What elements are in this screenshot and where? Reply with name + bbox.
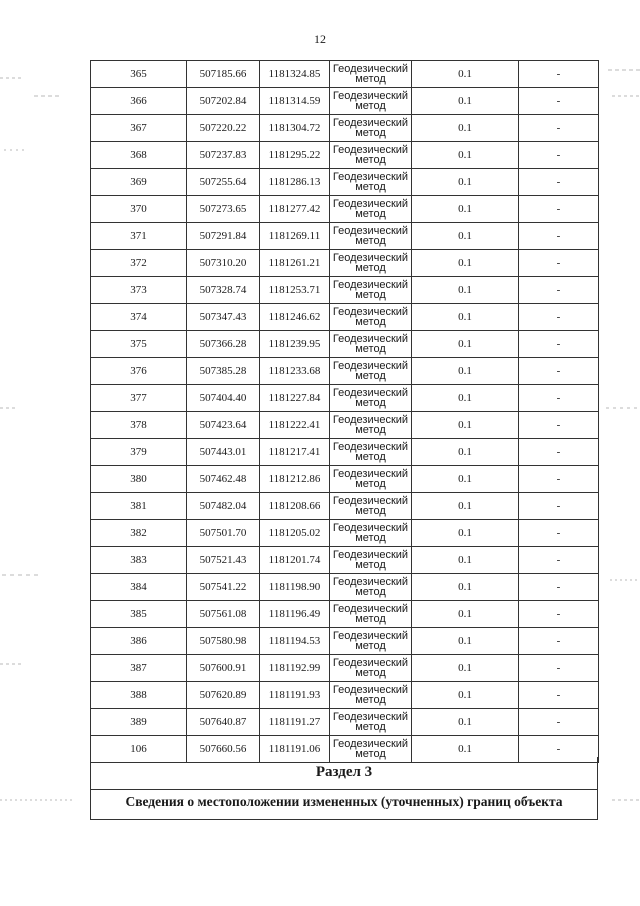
point-number-cell: 367	[91, 115, 187, 142]
y-coordinate-cell: 1181277.42	[260, 196, 330, 223]
method-line-2: метод	[355, 451, 386, 463]
point-number-cell: 380	[91, 466, 187, 493]
x-coordinate-cell: 507521.43	[187, 547, 260, 574]
method-line-2: метод	[355, 505, 386, 517]
table-row	[91, 439, 599, 466]
accuracy-cell: 0.1	[412, 61, 519, 88]
method-line-1: Геодезический	[332, 630, 409, 642]
method-cell	[330, 250, 412, 277]
note-cell: -	[519, 169, 599, 196]
point-number-cell: 369	[91, 169, 187, 196]
table-row	[91, 709, 599, 736]
method-line-1: Геодезический	[332, 549, 409, 561]
method-line-1: Геодезический	[332, 225, 409, 237]
table-row	[91, 277, 599, 304]
table-row	[91, 88, 599, 115]
accuracy-cell: 0.1	[412, 709, 519, 736]
note-cell: -	[519, 682, 599, 709]
table-row	[91, 196, 599, 223]
method-cell	[330, 412, 412, 439]
table-row	[91, 574, 599, 601]
method-line-2: метод	[355, 613, 386, 625]
accuracy-cell: 0.1	[412, 223, 519, 250]
y-coordinate-cell: 1181314.59	[260, 88, 330, 115]
method-line-2: метод	[355, 181, 386, 193]
note-cell: -	[519, 412, 599, 439]
method-line-1: Геодезический	[332, 117, 409, 129]
y-coordinate-cell: 1181205.02	[260, 520, 330, 547]
note-cell: -	[519, 493, 599, 520]
point-number-cell: 366	[91, 88, 187, 115]
y-coordinate-cell: 1181191.27	[260, 709, 330, 736]
table-row	[91, 547, 599, 574]
x-coordinate-cell: 507620.89	[187, 682, 260, 709]
method-line-1: Геодезический	[332, 90, 409, 102]
y-coordinate-cell: 1181246.62	[260, 304, 330, 331]
note-cell: -	[519, 331, 599, 358]
method-cell	[330, 628, 412, 655]
table-row	[91, 412, 599, 439]
table-row	[91, 466, 599, 493]
y-coordinate-cell: 1181239.95	[260, 331, 330, 358]
section-title: Раздел 3	[315, 764, 373, 780]
y-coordinate-cell: 1181286.13	[260, 169, 330, 196]
method-line-1: Геодезический	[332, 495, 409, 507]
x-coordinate-cell: 507600.91	[187, 655, 260, 682]
x-coordinate-cell: 507185.66	[187, 61, 260, 88]
note-cell: -	[519, 385, 599, 412]
point-number-cell: 371	[91, 223, 187, 250]
y-coordinate-cell: 1181295.22	[260, 142, 330, 169]
note-cell: -	[519, 304, 599, 331]
method-line-2: метод	[355, 316, 386, 328]
method-line-1: Геодезический	[332, 306, 409, 318]
y-coordinate-cell: 1181227.84	[260, 385, 330, 412]
method-cell	[330, 61, 412, 88]
accuracy-cell: 0.1	[412, 385, 519, 412]
method-cell	[330, 277, 412, 304]
point-number-cell: 388	[91, 682, 187, 709]
accuracy-cell: 0.1	[412, 736, 519, 763]
method-cell	[330, 304, 412, 331]
method-cell	[330, 655, 412, 682]
method-line-1: Геодезический	[332, 144, 409, 156]
method-cell	[330, 331, 412, 358]
point-number-cell: 376	[91, 358, 187, 385]
method-cell	[330, 493, 412, 520]
method-line-1: Геодезический	[332, 576, 409, 588]
accuracy-cell: 0.1	[412, 574, 519, 601]
note-cell: -	[519, 115, 599, 142]
method-line-2: метод	[355, 262, 386, 274]
note-cell: -	[519, 223, 599, 250]
point-number-cell: 373	[91, 277, 187, 304]
coordinates-table	[90, 60, 599, 763]
x-coordinate-cell: 507385.28	[187, 358, 260, 385]
note-cell: -	[519, 655, 599, 682]
note-cell: -	[519, 628, 599, 655]
x-coordinate-cell: 507443.01	[187, 439, 260, 466]
accuracy-cell: 0.1	[412, 466, 519, 493]
method-line-1: Геодезический	[332, 279, 409, 291]
accuracy-cell: 0.1	[412, 493, 519, 520]
method-cell	[330, 466, 412, 493]
point-number-cell: 379	[91, 439, 187, 466]
method-line-1: Геодезический	[332, 171, 409, 183]
accuracy-cell: 0.1	[412, 628, 519, 655]
method-line-1: Геодезический	[332, 522, 409, 534]
accuracy-cell: 0.1	[412, 358, 519, 385]
method-cell	[330, 88, 412, 115]
method-line-2: метод	[355, 532, 386, 544]
table-row	[91, 520, 599, 547]
x-coordinate-cell: 507220.22	[187, 115, 260, 142]
table-row	[91, 493, 599, 520]
note-cell: -	[519, 709, 599, 736]
method-line-2: метод	[355, 397, 386, 409]
table-row	[91, 250, 599, 277]
method-line-2: метод	[355, 235, 386, 247]
table-row	[91, 358, 599, 385]
method-cell	[330, 574, 412, 601]
method-line-2: метод	[355, 586, 386, 598]
method-line-1: Геодезический	[332, 333, 409, 345]
y-coordinate-cell: 1181191.93	[260, 682, 330, 709]
point-number-cell: 381	[91, 493, 187, 520]
x-coordinate-cell: 507328.74	[187, 277, 260, 304]
x-coordinate-cell: 507255.64	[187, 169, 260, 196]
method-cell	[330, 520, 412, 547]
method-cell	[330, 439, 412, 466]
y-coordinate-cell: 1181217.41	[260, 439, 330, 466]
table-row	[91, 385, 599, 412]
table-row	[91, 331, 599, 358]
y-coordinate-cell: 1181269.11	[260, 223, 330, 250]
method-line-1: Геодезический	[332, 360, 409, 372]
note-cell: -	[519, 61, 599, 88]
y-coordinate-cell: 1181196.49	[260, 601, 330, 628]
note-cell: -	[519, 439, 599, 466]
x-coordinate-cell: 507291.84	[187, 223, 260, 250]
accuracy-cell: 0.1	[412, 169, 519, 196]
method-line-2: метод	[355, 289, 386, 301]
accuracy-cell: 0.1	[412, 601, 519, 628]
method-line-1: Геодезический	[332, 63, 409, 75]
note-cell: -	[519, 88, 599, 115]
point-number-cell: 374	[91, 304, 187, 331]
method-cell	[330, 196, 412, 223]
x-coordinate-cell: 507423.64	[187, 412, 260, 439]
note-cell: -	[519, 736, 599, 763]
note-cell: -	[519, 520, 599, 547]
accuracy-cell: 0.1	[412, 250, 519, 277]
section-divider	[91, 789, 597, 790]
note-cell: -	[519, 358, 599, 385]
table-row	[91, 115, 599, 142]
table-row	[91, 628, 599, 655]
y-coordinate-cell: 1181208.66	[260, 493, 330, 520]
accuracy-cell: 0.1	[412, 196, 519, 223]
method-cell	[330, 358, 412, 385]
y-coordinate-cell: 1181198.90	[260, 574, 330, 601]
method-line-1: Геодезический	[332, 198, 409, 210]
method-line-2: метод	[355, 478, 386, 490]
method-line-1: Геодезический	[332, 414, 409, 426]
table-row	[91, 304, 599, 331]
point-number-cell: 370	[91, 196, 187, 223]
x-coordinate-cell: 507640.87	[187, 709, 260, 736]
y-coordinate-cell: 1181222.41	[260, 412, 330, 439]
y-coordinate-cell: 1181304.72	[260, 115, 330, 142]
table-row	[91, 601, 599, 628]
accuracy-cell: 0.1	[412, 412, 519, 439]
note-cell: -	[519, 574, 599, 601]
x-coordinate-cell: 507237.83	[187, 142, 260, 169]
method-line-1: Геодезический	[332, 468, 409, 480]
x-coordinate-cell: 507482.04	[187, 493, 260, 520]
point-number-cell: 387	[91, 655, 187, 682]
x-coordinate-cell: 507660.56	[187, 736, 260, 763]
method-line-2: метод	[355, 748, 386, 760]
x-coordinate-cell: 507366.28	[187, 331, 260, 358]
method-line-1: Геодезический	[332, 252, 409, 264]
method-cell	[330, 601, 412, 628]
table-row	[91, 61, 599, 88]
method-line-2: метод	[355, 640, 386, 652]
method-line-1: Геодезический	[332, 738, 409, 750]
method-line-1: Геодезический	[332, 657, 409, 669]
method-line-2: метод	[355, 721, 386, 733]
table-row	[91, 655, 599, 682]
x-coordinate-cell: 507310.20	[187, 250, 260, 277]
y-coordinate-cell: 1181192.99	[260, 655, 330, 682]
x-coordinate-cell: 507501.70	[187, 520, 260, 547]
note-cell: -	[519, 142, 599, 169]
note-cell: -	[519, 196, 599, 223]
method-cell	[330, 223, 412, 250]
section-3-box	[90, 757, 598, 820]
y-coordinate-cell: 1181191.06	[260, 736, 330, 763]
method-line-2: метод	[355, 559, 386, 571]
method-cell	[330, 115, 412, 142]
method-cell	[330, 169, 412, 196]
point-number-cell: 386	[91, 628, 187, 655]
point-number-cell: 106	[91, 736, 187, 763]
accuracy-cell: 0.1	[412, 115, 519, 142]
accuracy-cell: 0.1	[412, 142, 519, 169]
x-coordinate-cell: 507273.65	[187, 196, 260, 223]
accuracy-cell: 0.1	[412, 304, 519, 331]
table-row	[91, 223, 599, 250]
method-line-1: Геодезический	[332, 387, 409, 399]
table-row	[91, 682, 599, 709]
method-line-1: Геодезический	[332, 684, 409, 696]
note-cell: -	[519, 601, 599, 628]
y-coordinate-cell: 1181212.86	[260, 466, 330, 493]
point-number-cell: 382	[91, 520, 187, 547]
method-cell	[330, 709, 412, 736]
method-line-2: метод	[355, 694, 386, 706]
method-line-2: метод	[355, 127, 386, 139]
x-coordinate-cell: 507561.08	[187, 601, 260, 628]
method-line-2: метод	[355, 424, 386, 436]
accuracy-cell: 0.1	[412, 277, 519, 304]
method-line-2: метод	[355, 667, 386, 679]
accuracy-cell: 0.1	[412, 682, 519, 709]
method-cell	[330, 142, 412, 169]
point-number-cell: 389	[91, 709, 187, 736]
point-number-cell: 372	[91, 250, 187, 277]
accuracy-cell: 0.1	[412, 655, 519, 682]
y-coordinate-cell: 1181194.53	[260, 628, 330, 655]
point-number-cell: 383	[91, 547, 187, 574]
point-number-cell: 365	[91, 61, 187, 88]
method-cell	[330, 682, 412, 709]
x-coordinate-cell: 507580.98	[187, 628, 260, 655]
accuracy-cell: 0.1	[412, 88, 519, 115]
x-coordinate-cell: 507541.22	[187, 574, 260, 601]
method-cell	[330, 385, 412, 412]
page-number: 12	[314, 32, 326, 46]
method-line-1: Геодезический	[332, 711, 409, 723]
y-coordinate-cell: 1181261.21	[260, 250, 330, 277]
method-line-2: метод	[355, 73, 386, 85]
point-number-cell: 378	[91, 412, 187, 439]
x-coordinate-cell: 507404.40	[187, 385, 260, 412]
point-number-cell: 368	[91, 142, 187, 169]
table-row	[91, 142, 599, 169]
accuracy-cell: 0.1	[412, 331, 519, 358]
note-cell: -	[519, 277, 599, 304]
point-number-cell: 384	[91, 574, 187, 601]
table-row	[91, 169, 599, 196]
note-cell: -	[519, 547, 599, 574]
y-coordinate-cell: 1181233.68	[260, 358, 330, 385]
y-coordinate-cell: 1181324.85	[260, 61, 330, 88]
x-coordinate-cell: 507462.48	[187, 466, 260, 493]
note-cell: -	[519, 466, 599, 493]
method-line-2: метод	[355, 154, 386, 166]
note-cell: -	[519, 250, 599, 277]
section-subtitle: Сведения о местоположении измененных (уточненных) границ объекта	[125, 794, 563, 809]
x-coordinate-cell: 507347.43	[187, 304, 260, 331]
point-number-cell: 375	[91, 331, 187, 358]
accuracy-cell: 0.1	[412, 547, 519, 574]
method-line-1: Геодезический	[332, 441, 409, 453]
accuracy-cell: 0.1	[412, 520, 519, 547]
point-number-cell: 385	[91, 601, 187, 628]
accuracy-cell: 0.1	[412, 439, 519, 466]
y-coordinate-cell: 1181253.71	[260, 277, 330, 304]
method-line-2: метод	[355, 208, 386, 220]
method-line-1: Геодезический	[332, 603, 409, 615]
method-cell	[330, 547, 412, 574]
point-number-cell: 377	[91, 385, 187, 412]
method-line-2: метод	[355, 370, 386, 382]
y-coordinate-cell: 1181201.74	[260, 547, 330, 574]
method-line-2: метод	[355, 100, 386, 112]
method-line-2: метод	[355, 343, 386, 355]
x-coordinate-cell: 507202.84	[187, 88, 260, 115]
